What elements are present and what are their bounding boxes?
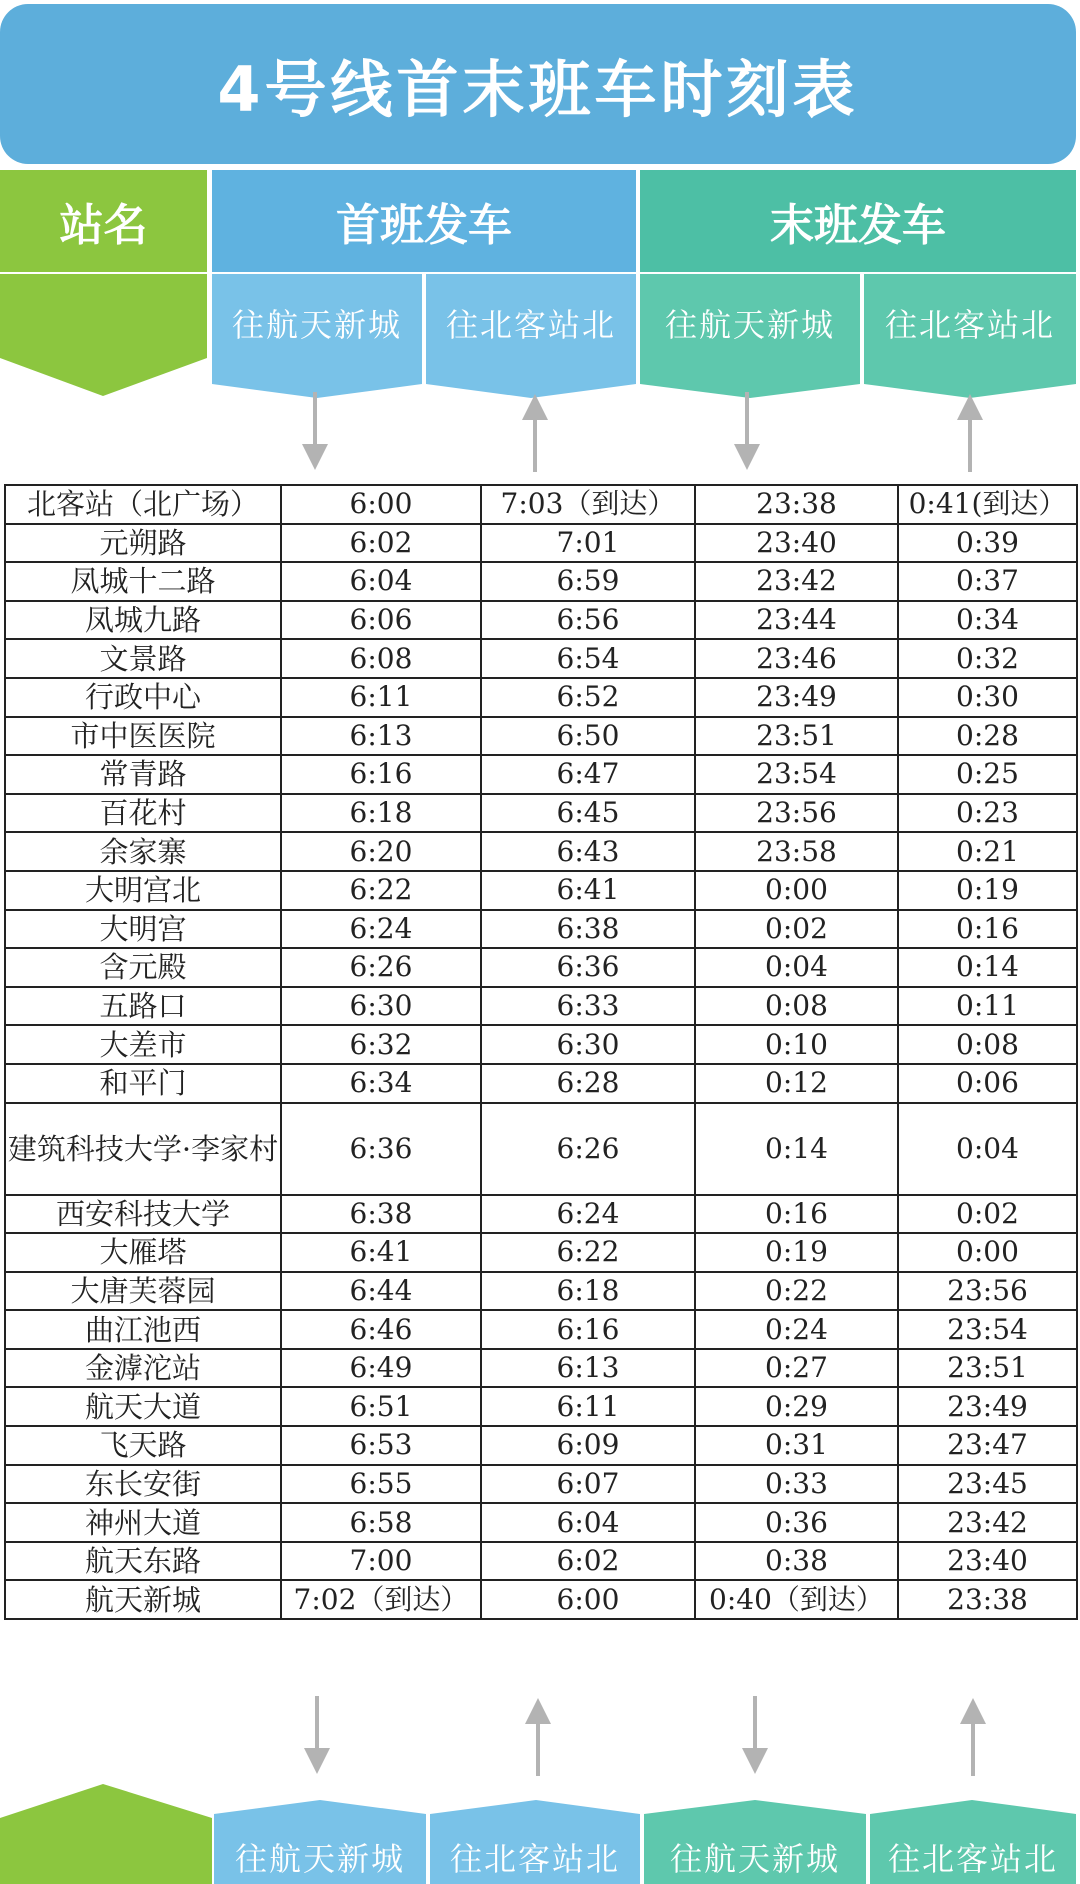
time-cell: 23:56 xyxy=(695,794,898,833)
timetable xyxy=(4,484,1078,1620)
time-cell: 0:23 xyxy=(898,794,1077,833)
time-cell: 6:30 xyxy=(481,1025,695,1064)
time-cell: 6:18 xyxy=(281,794,481,833)
station-name-cell: 曲江池西 xyxy=(5,1310,281,1349)
time-cell: 6:54 xyxy=(481,639,695,678)
time-cell: 0:04 xyxy=(695,948,898,987)
time-cell: 6:50 xyxy=(481,717,695,756)
time-cell: 6:18 xyxy=(481,1272,695,1311)
time-cell: 6:11 xyxy=(281,678,481,717)
time-cell: 0:37 xyxy=(898,562,1077,601)
time-cell: 0:02 xyxy=(898,1195,1077,1234)
time-cell: 6:30 xyxy=(281,987,481,1026)
table-row xyxy=(5,794,1077,833)
header-last-train: 末班发车 xyxy=(640,170,1076,272)
time-cell: 0:24 xyxy=(695,1310,898,1349)
time-cell: 0:19 xyxy=(695,1233,898,1272)
table-row xyxy=(5,562,1077,601)
table-row xyxy=(5,678,1077,717)
station-name-cell: 大雁塔 xyxy=(5,1233,281,1272)
page-title: 4号线首末班车时刻表 xyxy=(0,4,1076,164)
table-row xyxy=(5,524,1077,563)
table-row xyxy=(5,1542,1077,1581)
time-cell: 23:42 xyxy=(898,1503,1077,1542)
time-cell: 6:02 xyxy=(481,1542,695,1581)
time-cell: 6:22 xyxy=(281,871,481,910)
time-cell: 23:49 xyxy=(695,678,898,717)
time-cell: 0:29 xyxy=(695,1387,898,1426)
time-cell: 0:10 xyxy=(695,1025,898,1064)
station-name-cell: 神州大道 xyxy=(5,1503,281,1542)
time-cell: 23:45 xyxy=(898,1465,1077,1504)
direction-label-4: 往北客站北 xyxy=(884,306,1055,344)
header-first-train: 首班发车 xyxy=(212,170,636,272)
time-cell: 6:22 xyxy=(481,1233,695,1272)
time-cell: 23:47 xyxy=(898,1426,1077,1465)
time-cell: 23:40 xyxy=(695,524,898,563)
table-row xyxy=(5,1103,1077,1195)
time-cell: 6:56 xyxy=(481,601,695,640)
table-row xyxy=(5,948,1077,987)
time-cell: 0:04 xyxy=(898,1103,1077,1195)
time-cell: 6:38 xyxy=(281,1195,481,1234)
station-name-cell: 飞天路 xyxy=(5,1426,281,1465)
time-cell: 6:43 xyxy=(481,832,695,871)
time-cell: 6:02 xyxy=(281,524,481,563)
table-row xyxy=(5,755,1077,794)
time-cell: 6:41 xyxy=(281,1233,481,1272)
time-cell: 6:24 xyxy=(281,910,481,949)
arrow-up-icon xyxy=(958,1696,988,1776)
time-cell: 0:08 xyxy=(695,987,898,1026)
station-name-cell: 含元殿 xyxy=(5,948,281,987)
station-name-cell: 元朔路 xyxy=(5,524,281,563)
station-name-cell: 大明宫 xyxy=(5,910,281,949)
time-cell: 0:30 xyxy=(898,678,1077,717)
time-cell: 6:28 xyxy=(481,1064,695,1103)
table-row xyxy=(5,1465,1077,1504)
time-cell: 6:13 xyxy=(481,1349,695,1388)
time-cell: 6:20 xyxy=(281,832,481,871)
time-cell: 0:19 xyxy=(898,871,1077,910)
time-cell: 0:40（到达） xyxy=(695,1580,898,1619)
time-cell: 0:06 xyxy=(898,1064,1077,1103)
station-name-cell: 市中医医院 xyxy=(5,717,281,756)
time-cell: 0:39 xyxy=(898,524,1077,563)
time-cell: 6:06 xyxy=(281,601,481,640)
table-row xyxy=(5,1503,1077,1542)
arrow-up-icon xyxy=(523,1696,553,1776)
time-cell: 0:00 xyxy=(898,1233,1077,1272)
table-row xyxy=(5,639,1077,678)
time-cell: 6:36 xyxy=(481,948,695,987)
time-cell: 6:34 xyxy=(281,1064,481,1103)
time-cell: 23:51 xyxy=(695,717,898,756)
time-cell: 23:49 xyxy=(898,1387,1077,1426)
timetable-body xyxy=(5,485,1077,1619)
time-cell: 6:51 xyxy=(281,1387,481,1426)
table-row xyxy=(5,1064,1077,1103)
time-cell: 23:40 xyxy=(898,1542,1077,1581)
station-name-cell: 和平门 xyxy=(5,1064,281,1103)
time-cell: 0:32 xyxy=(898,639,1077,678)
time-cell: 6:16 xyxy=(481,1310,695,1349)
time-cell: 6:36 xyxy=(281,1103,481,1195)
time-cell: 6:49 xyxy=(281,1349,481,1388)
time-cell: 23:38 xyxy=(898,1580,1077,1619)
table-row xyxy=(5,1580,1077,1619)
time-cell: 0:11 xyxy=(898,987,1077,1026)
time-cell: 0:31 xyxy=(695,1426,898,1465)
time-cell: 6:55 xyxy=(281,1465,481,1504)
time-cell: 6:44 xyxy=(281,1272,481,1311)
station-name-cell: 航天新城 xyxy=(5,1580,281,1619)
time-cell: 6:09 xyxy=(481,1426,695,1465)
arrow-down-icon xyxy=(300,392,330,472)
arrow-down-icon xyxy=(302,1696,332,1776)
table-row xyxy=(5,717,1077,756)
time-cell: 7:01 xyxy=(481,524,695,563)
station-name-cell: 大明宫北 xyxy=(5,871,281,910)
footer-station-chevron xyxy=(0,1784,212,1884)
time-cell: 6:04 xyxy=(481,1503,695,1542)
time-cell: 23:58 xyxy=(695,832,898,871)
time-cell: 23:51 xyxy=(898,1349,1077,1388)
table-row xyxy=(5,601,1077,640)
time-cell: 7:02（到达） xyxy=(281,1580,481,1619)
time-cell: 6:58 xyxy=(281,1503,481,1542)
direction-label-1: 往航天新城 xyxy=(231,306,402,344)
time-cell: 6:38 xyxy=(481,910,695,949)
time-cell: 0:41(到达） xyxy=(898,485,1077,524)
station-name-cell: 凤城九路 xyxy=(5,601,281,640)
station-chevron xyxy=(0,274,207,396)
table-row xyxy=(5,1310,1077,1349)
time-cell: 6:00 xyxy=(281,485,481,524)
time-cell: 0:02 xyxy=(695,910,898,949)
time-cell: 6:26 xyxy=(481,1103,695,1195)
time-cell: 0:14 xyxy=(898,948,1077,987)
arrow-up-icon xyxy=(520,392,550,472)
time-cell: 23:46 xyxy=(695,639,898,678)
time-cell: 6:47 xyxy=(481,755,695,794)
station-name-cell: 行政中心 xyxy=(5,678,281,717)
time-cell: 23:44 xyxy=(695,601,898,640)
station-name-cell: 大差市 xyxy=(5,1025,281,1064)
time-cell: 7:03（到达） xyxy=(481,485,695,524)
time-cell: 0:25 xyxy=(898,755,1077,794)
footer-direction-label-3: 往航天新城 xyxy=(669,1840,840,1878)
station-name-cell: 北客站（北广场） xyxy=(5,485,281,524)
station-name-cell: 大唐芙蓉园 xyxy=(5,1272,281,1311)
time-cell: 6:08 xyxy=(281,639,481,678)
time-cell: 0:08 xyxy=(898,1025,1077,1064)
table-row xyxy=(5,832,1077,871)
time-cell: 0:16 xyxy=(898,910,1077,949)
time-cell: 0:33 xyxy=(695,1465,898,1504)
table-row xyxy=(5,1426,1077,1465)
footer-direction-label-1: 往航天新城 xyxy=(234,1840,405,1878)
header-station-label: 站名 xyxy=(0,170,207,272)
time-cell: 6:13 xyxy=(281,717,481,756)
table-row xyxy=(5,987,1077,1026)
time-cell: 6:00 xyxy=(481,1580,695,1619)
arrow-down-icon xyxy=(740,1696,770,1776)
time-cell: 0:00 xyxy=(695,871,898,910)
time-cell: 6:11 xyxy=(481,1387,695,1426)
time-cell: 0:14 xyxy=(695,1103,898,1195)
station-name-cell: 百花村 xyxy=(5,794,281,833)
station-name-cell: 建筑科技大学·李家村 xyxy=(5,1103,281,1195)
table-row xyxy=(5,485,1077,524)
footer-direction-label-4: 往北客站北 xyxy=(887,1840,1058,1878)
time-cell: 6:04 xyxy=(281,562,481,601)
station-name-cell: 常青路 xyxy=(5,755,281,794)
time-cell: 6:16 xyxy=(281,755,481,794)
time-cell: 0:16 xyxy=(695,1195,898,1234)
station-name-cell: 西安科技大学 xyxy=(5,1195,281,1234)
table-row xyxy=(5,1272,1077,1311)
time-cell: 0:34 xyxy=(898,601,1077,640)
time-cell: 0:38 xyxy=(695,1542,898,1581)
table-row xyxy=(5,1349,1077,1388)
time-cell: 0:36 xyxy=(695,1503,898,1542)
time-cell: 0:12 xyxy=(695,1064,898,1103)
table-row xyxy=(5,871,1077,910)
station-name-cell: 航天东路 xyxy=(5,1542,281,1581)
time-cell: 0:27 xyxy=(695,1349,898,1388)
time-cell: 6:59 xyxy=(481,562,695,601)
station-name-cell: 余家寨 xyxy=(5,832,281,871)
time-cell: 6:24 xyxy=(481,1195,695,1234)
table-row xyxy=(5,1025,1077,1064)
table-row xyxy=(5,910,1077,949)
table-row xyxy=(5,1233,1077,1272)
direction-label-3: 往航天新城 xyxy=(664,306,835,344)
time-cell: 0:21 xyxy=(898,832,1077,871)
arrow-up-icon xyxy=(955,392,985,472)
time-cell: 23:54 xyxy=(695,755,898,794)
time-cell: 6:52 xyxy=(481,678,695,717)
arrow-down-icon xyxy=(732,392,762,472)
station-name-cell: 五路口 xyxy=(5,987,281,1026)
footer-direction-label-2: 往北客站北 xyxy=(449,1840,620,1878)
time-cell: 6:07 xyxy=(481,1465,695,1504)
station-name-cell: 金滹沱站 xyxy=(5,1349,281,1388)
time-cell: 6:32 xyxy=(281,1025,481,1064)
time-cell: 23:38 xyxy=(695,485,898,524)
station-name-cell: 东长安街 xyxy=(5,1465,281,1504)
time-cell: 6:46 xyxy=(281,1310,481,1349)
station-name-cell: 凤城十二路 xyxy=(5,562,281,601)
time-cell: 0:28 xyxy=(898,717,1077,756)
direction-label-2: 往北客站北 xyxy=(445,306,616,344)
time-cell: 23:42 xyxy=(695,562,898,601)
time-cell: 23:56 xyxy=(898,1272,1077,1311)
time-cell: 6:26 xyxy=(281,948,481,987)
station-name-cell: 航天大道 xyxy=(5,1387,281,1426)
time-cell: 23:54 xyxy=(898,1310,1077,1349)
station-name-cell: 文景路 xyxy=(5,639,281,678)
table-row xyxy=(5,1387,1077,1426)
table-row xyxy=(5,1195,1077,1234)
time-cell: 6:45 xyxy=(481,794,695,833)
time-cell: 7:00 xyxy=(281,1542,481,1581)
time-cell: 6:41 xyxy=(481,871,695,910)
time-cell: 6:53 xyxy=(281,1426,481,1465)
time-cell: 0:22 xyxy=(695,1272,898,1311)
time-cell: 6:33 xyxy=(481,987,695,1026)
